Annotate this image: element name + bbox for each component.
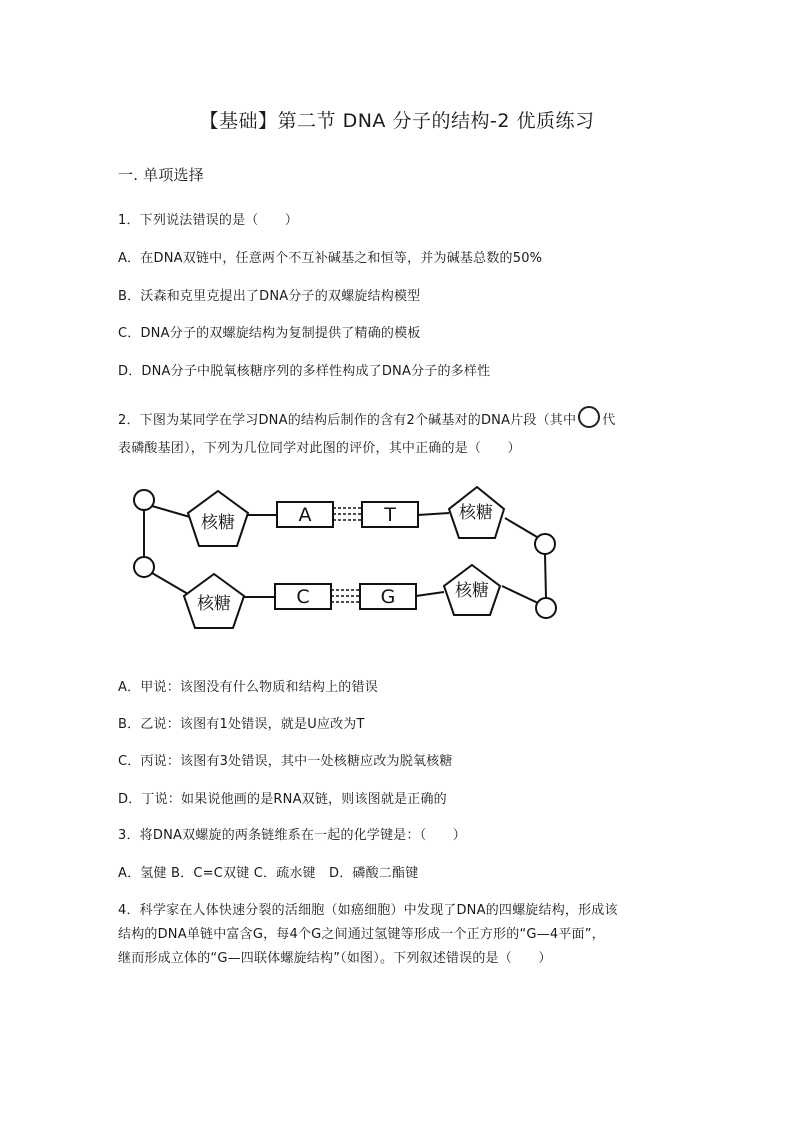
q2-stem-part2: 代 — [602, 413, 616, 428]
q1-option-c: C．DNA分子的双螺旋结构为复制提供了精确的模板 — [118, 326, 421, 341]
link-bl — [152, 573, 188, 594]
backbone-right — [545, 554, 546, 598]
phosphate-bl — [134, 557, 154, 577]
q4-line1: 4．科学家在人体快速分裂的活细胞（如癌细胞）中发现了DNA的四螺旋结构，形成该 — [118, 903, 618, 918]
q3-options: A．氢健 B．C=C双键 C．疏水键 D．磷酸二酯键 — [118, 866, 419, 881]
base-label-g: G — [380, 586, 396, 608]
link-sugar-g — [416, 592, 444, 596]
base-label-c: C — [296, 586, 310, 608]
q2-stem-line2: 表磷酸基团），下列为几位同学对此图的评价，其中正确的是（ ） — [118, 441, 521, 456]
q2-option-c: C．丙说：该图有3处错误，其中一处核糖应改为脱氧核糖 — [118, 754, 453, 769]
q1-stem: 1．下列说法错误的是（ ） — [118, 213, 299, 228]
q2-stem-part1: 2．下图为某同学在学习DNA的结构后制作的含有2个碱基对的DNA片段（其中 — [118, 413, 577, 428]
q4-line2: 结构的DNA单链中富含G，每4个G之间通过氢键等形成一个正方形的“G—4平面”， — [118, 927, 605, 942]
q1-option-d: D．DNA分子中脱氧核糖序列的多样性构成了DNA分子的多样性 — [118, 364, 491, 379]
q2-option-d: D．丁说：如果说他画的是RNA双链，则该图就是正确的 — [118, 792, 447, 807]
page-title: 【基础】第二节 DNA 分子的结构-2 优质练习 — [199, 110, 595, 132]
q2-option-b: B．乙说：该图有1处错误，就是U应改为T — [118, 717, 365, 732]
sugar-label-tr: 核糖 — [459, 503, 493, 523]
q2-option-a: A．甲说：该图没有什么物质和结构上的错误 — [118, 680, 378, 695]
link-sugar-t — [418, 513, 449, 515]
q4-line3: 继而形成立体的“G—四联体螺旋结构”（如图）。下列叙述错误的是（ ） — [118, 951, 552, 966]
phosphate-tl — [134, 490, 154, 510]
sugar-label-br: 核糖 — [455, 581, 489, 601]
phosphate-br — [536, 598, 556, 618]
base-label-t: T — [384, 504, 396, 526]
base-label-a: A — [298, 504, 312, 526]
link-br — [502, 586, 538, 603]
q1-option-b: B．沃森和克里克提出了DNA分子的双螺旋结构模型 — [118, 289, 421, 304]
sugar-label-bl: 核糖 — [197, 594, 231, 614]
sugar-label-tl: 核糖 — [201, 513, 235, 533]
phosphate-tr — [535, 534, 555, 554]
section-heading: 一. 单项选择 — [118, 166, 204, 184]
q1-option-a: A．在DNA双链中，任意两个不互补碱基之和恒等，并为碱基总数的50% — [118, 251, 543, 266]
link-tl — [152, 506, 190, 517]
q3-stem: 3．将DNA双螺旋的两条链维系在一起的化学键是：（ ） — [118, 828, 466, 843]
link-tr — [505, 518, 537, 537]
